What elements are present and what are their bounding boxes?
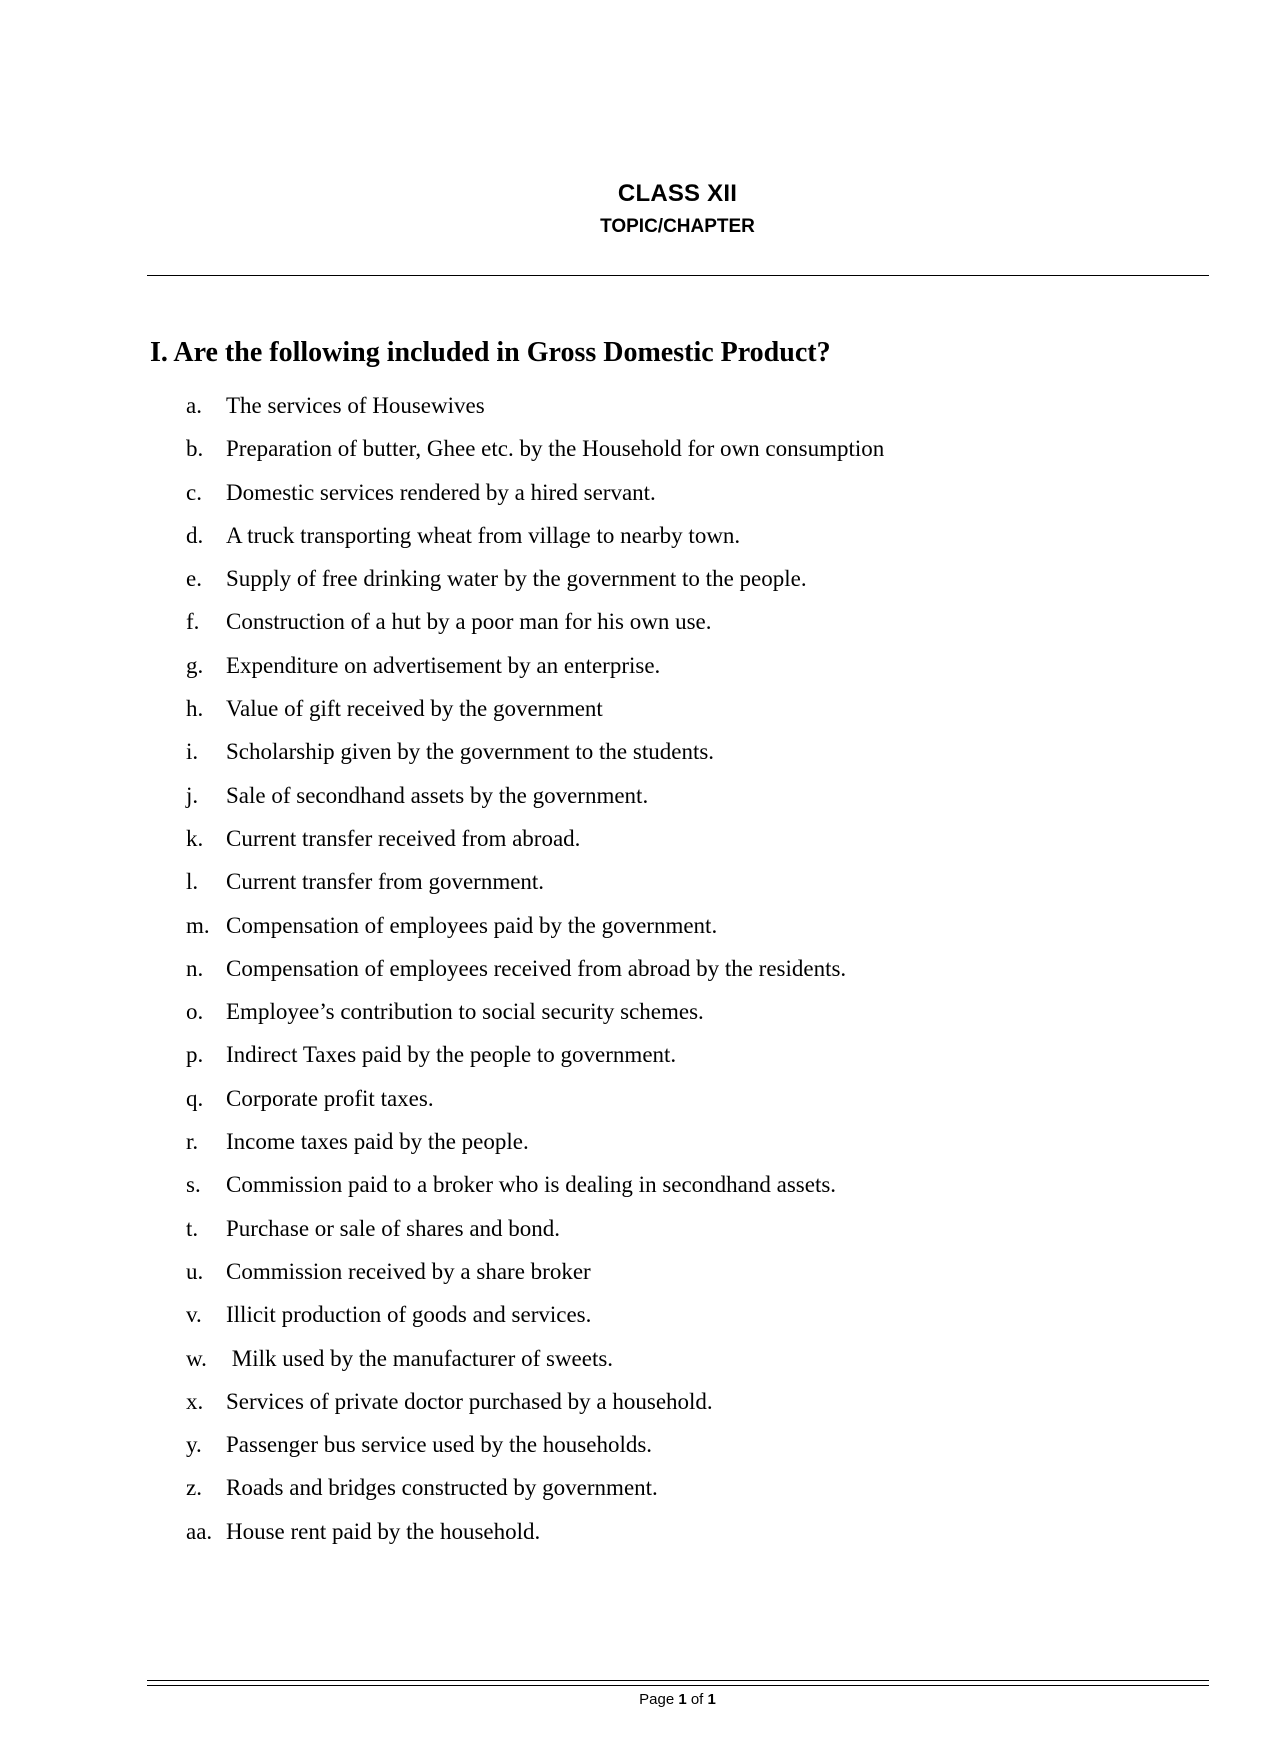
item-text: The services of Housewives [226,393,485,418]
item-letter: r. [186,1129,199,1155]
item-letter: d. [186,522,204,548]
list-item [150,384,1200,427]
list-item [150,1337,1200,1380]
item-text: Commission paid to a broker who is dealing in secondhand assets. [226,1172,837,1198]
item-text: Sale of secondhand assets by the government. [226,782,649,808]
list-item [150,1380,1200,1423]
list-item [150,644,1200,687]
item-text: Commission received by a share broker [226,1258,591,1284]
list-item [150,947,1200,990]
list-item [150,1163,1200,1206]
section-heading: I. Are the following included in Gross Domestic Product? [150,337,831,368]
item-letter: b. [186,436,204,462]
list-item [150,817,1200,860]
page-current: 1 [678,1691,687,1708]
list-item [150,1207,1200,1250]
item-text: Expenditure on advertisement by an enterprise. [226,652,661,678]
item-text: Value of gift received by the government [226,696,603,722]
item-letter: x. [186,1388,204,1414]
list-item [150,1033,1200,1076]
item-letter: j. [186,782,199,808]
item-text: Illicit production of goods and services. [226,1302,592,1328]
item-text: Roads and bridges constructed by government. [226,1475,658,1501]
list-item [150,774,1200,817]
list-item [150,514,1200,557]
page-number [0,1691,1275,1708]
item-text: Scholarship given by the government to the students. [226,739,715,765]
list-item [150,1077,1200,1120]
list-item [150,600,1200,643]
item-letter: o. [186,999,204,1025]
question-list [150,384,1200,1553]
page-of: of [686,1691,708,1708]
list-item [150,687,1200,730]
item-letter: h. [186,696,204,722]
list-item [150,1423,1200,1466]
header-divider [147,275,1209,276]
list-item [150,1510,1200,1553]
item-letter: y. [186,1432,202,1458]
item-letter: k. [186,825,204,851]
list-item [150,1466,1200,1509]
item-text: Supply of free drinking water by the government to the people. [226,566,807,592]
list-item [150,1250,1200,1293]
item-letter: c. [186,479,202,505]
list-item [150,904,1200,947]
item-letter: n. [186,955,204,981]
list-item [150,990,1200,1033]
item-letter: w. [186,1345,207,1371]
item-text: Current transfer received from abroad. [226,825,581,851]
item-letter: g. [186,652,204,678]
item-letter: v. [186,1302,202,1328]
list-item [150,471,1200,514]
item-letter: t. [186,1215,199,1241]
topic-title: TOPIC/CHAPTER [600,216,755,237]
item-letter: i. [186,739,199,765]
item-letter: z. [186,1475,202,1501]
item-letter: aa. [186,1518,213,1544]
item-text: Compensation of employees received from abroad by the residents. [226,955,847,981]
item-letter: u. [186,1258,204,1284]
list-item [150,860,1200,903]
list-item [150,1120,1200,1163]
item-letter: a. [186,393,202,418]
class-title: CLASS XII [617,180,738,207]
item-text: Current transfer from government. [226,869,545,895]
list-item [150,1293,1200,1336]
item-letter: e. [186,566,202,592]
item-text: Compensation of employees paid by the government. [226,912,718,938]
item-text: Milk used by the manufacturer of sweets. [226,1345,614,1371]
item-letter: l. [186,869,199,895]
item-text: Construction of a hut by a poor man for his own use. [226,609,712,635]
page-prefix: Page [639,1691,679,1708]
list-item [150,427,1200,470]
item-letter: p. [186,1042,204,1068]
footer-divider-top [147,1680,1209,1681]
item-text: Corporate profit taxes. [226,1085,434,1111]
item-text: A truck transporting wheat from village to nearby town. [226,522,741,548]
footer-divider-bottom [147,1685,1209,1686]
list-item [150,730,1200,773]
item-letter: m. [186,912,210,938]
item-text: Purchase or sale of shares and bond. [226,1215,561,1241]
item-letter: f. [186,609,200,635]
item-text: Indirect Taxes paid by the people to government. [226,1042,677,1068]
list-item [150,557,1200,600]
item-text: Domestic services rendered by a hired servant. [226,479,656,505]
item-text: Services of private doctor purchased by a household. [226,1388,713,1414]
item-letter: q. [186,1085,204,1111]
item-text: Passenger bus service used by the households. [226,1432,653,1458]
page-total: 1 [707,1691,716,1708]
item-text: Employee’s contribution to social security schemes. [226,999,704,1025]
item-text: House rent paid by the household. [226,1518,541,1544]
item-text: Preparation of butter, Ghee etc. by the Household for own consumption [226,436,885,462]
item-text: Income taxes paid by the people. [226,1129,529,1155]
item-letter: s. [186,1172,201,1198]
